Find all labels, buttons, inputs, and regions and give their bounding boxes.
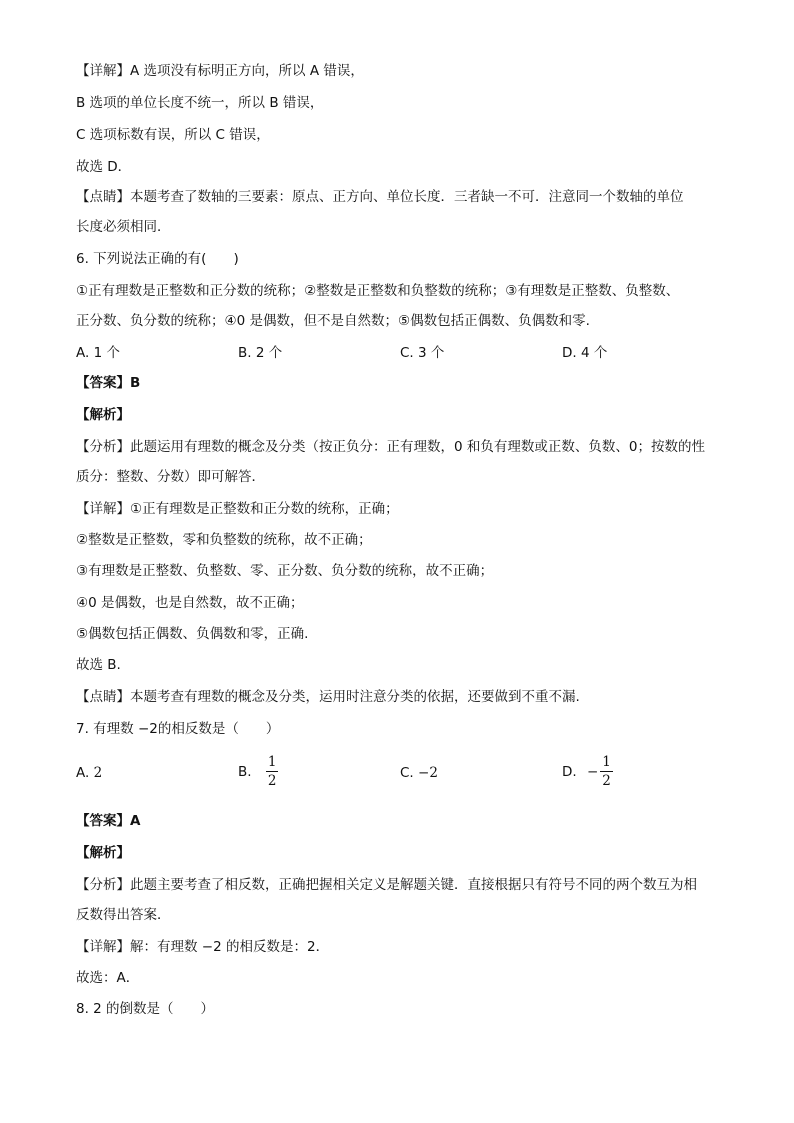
option-label: B. (238, 763, 252, 780)
text-line: 反数得出答案． (76, 907, 171, 923)
q7-option-a (76, 764, 102, 782)
option-label: A. (76, 765, 90, 781)
text-line: 正分数、负分数的统称；④0 是偶数，但不是自然数；⑤偶数包括正偶数、负偶数和零. (76, 313, 590, 329)
text-line: ⑤偶数包括正偶数、负偶数和零，正确. (76, 626, 309, 642)
question-6: 6. 下列说法正确的有( ) (76, 251, 239, 267)
text-line: ①正有理数是正整数和正分数的统称；②整数是正整数和负整数的统称；③有理数是正整数、负整数、 (76, 283, 680, 299)
q6-option-c: C. 3 个 (400, 345, 445, 361)
text-line: 【分析】此题主要考查了相反数，正确把握相关定义是解题关键．直接根据只有符号不同的两个数互为相 (76, 877, 697, 893)
text-line: 故选 D． (76, 159, 132, 175)
q6-option-a: A. 1 个 (76, 345, 120, 361)
text-line: B 选项的单位长度不统一，所以 B 错误， (76, 95, 324, 111)
question-7: 7. 有理数 −2的相反数是（ ） (76, 721, 280, 737)
text-line: 【详解】A 选项没有标明正方向，所以 A 错误， (76, 63, 364, 79)
text-line: 故选：A． (76, 970, 140, 986)
q7-option-b (238, 754, 278, 789)
denominator: 2 (602, 773, 611, 789)
numerator: 1 (267, 754, 277, 770)
question-8: 8. 2 的倒数是（ ） (76, 1001, 215, 1017)
q7-option-c (400, 764, 438, 782)
text-line: 【详解】解：有理数 −2 的相反数是：2． (76, 939, 330, 955)
q6-option-b: B. 2 个 (238, 345, 283, 361)
option-value: −2 (418, 765, 438, 781)
text-line: 【点睛】本题考查有理数的概念及分类，运用时注意分类的依据，还要做到不重不漏. (76, 689, 580, 705)
option-value: 2 (93, 765, 103, 781)
fraction-bar (600, 771, 613, 772)
text-line: 长度必须相同． (76, 219, 171, 235)
text-line: 故选 B. (76, 657, 121, 673)
text-line: 【点睛】本题考查了数轴的三要素：原点、正方向、单位长度．三者缺一不可．注意同一个数轴的单位 (76, 189, 684, 205)
numerator: 1 (602, 754, 611, 770)
q7-option-d (562, 754, 613, 789)
text-line: C 选项标数有误，所以 C 错误， (76, 127, 270, 143)
fraction (266, 754, 279, 789)
text-line: 【详解】①正有理数是正整数和正分数的统称，正确； (76, 501, 399, 517)
answer-label: 【答案】A (76, 813, 141, 829)
q6-option-d: D. 4 个 (562, 345, 608, 361)
minus-sign: − (586, 763, 599, 780)
text-line: 质分：整数、分数）即可解答． (76, 469, 265, 485)
text-line: ②整数是正整数，零和负整数的统称，故不正确； (76, 532, 372, 548)
text-line: ③有理数是正整数、负整数、零、正分数、负分数的统称，故不正确； (76, 563, 494, 579)
option-label: D. (562, 763, 577, 780)
fraction (600, 754, 613, 789)
analysis-label: 【解析】 (76, 407, 130, 423)
option-label: C. (400, 765, 414, 781)
denominator: 2 (267, 773, 277, 789)
answer-label: 【答案】B (76, 375, 141, 391)
text-line: 【分析】此题运用有理数的概念及分类（按正负分：正有理数，0 和负有理数或正数、负数、0；按数的性 (76, 439, 705, 455)
analysis-label: 【解析】 (76, 845, 130, 861)
fraction-bar (266, 771, 279, 772)
text-line: ④0 是偶数，也是自然数，故不正确； (76, 595, 304, 611)
